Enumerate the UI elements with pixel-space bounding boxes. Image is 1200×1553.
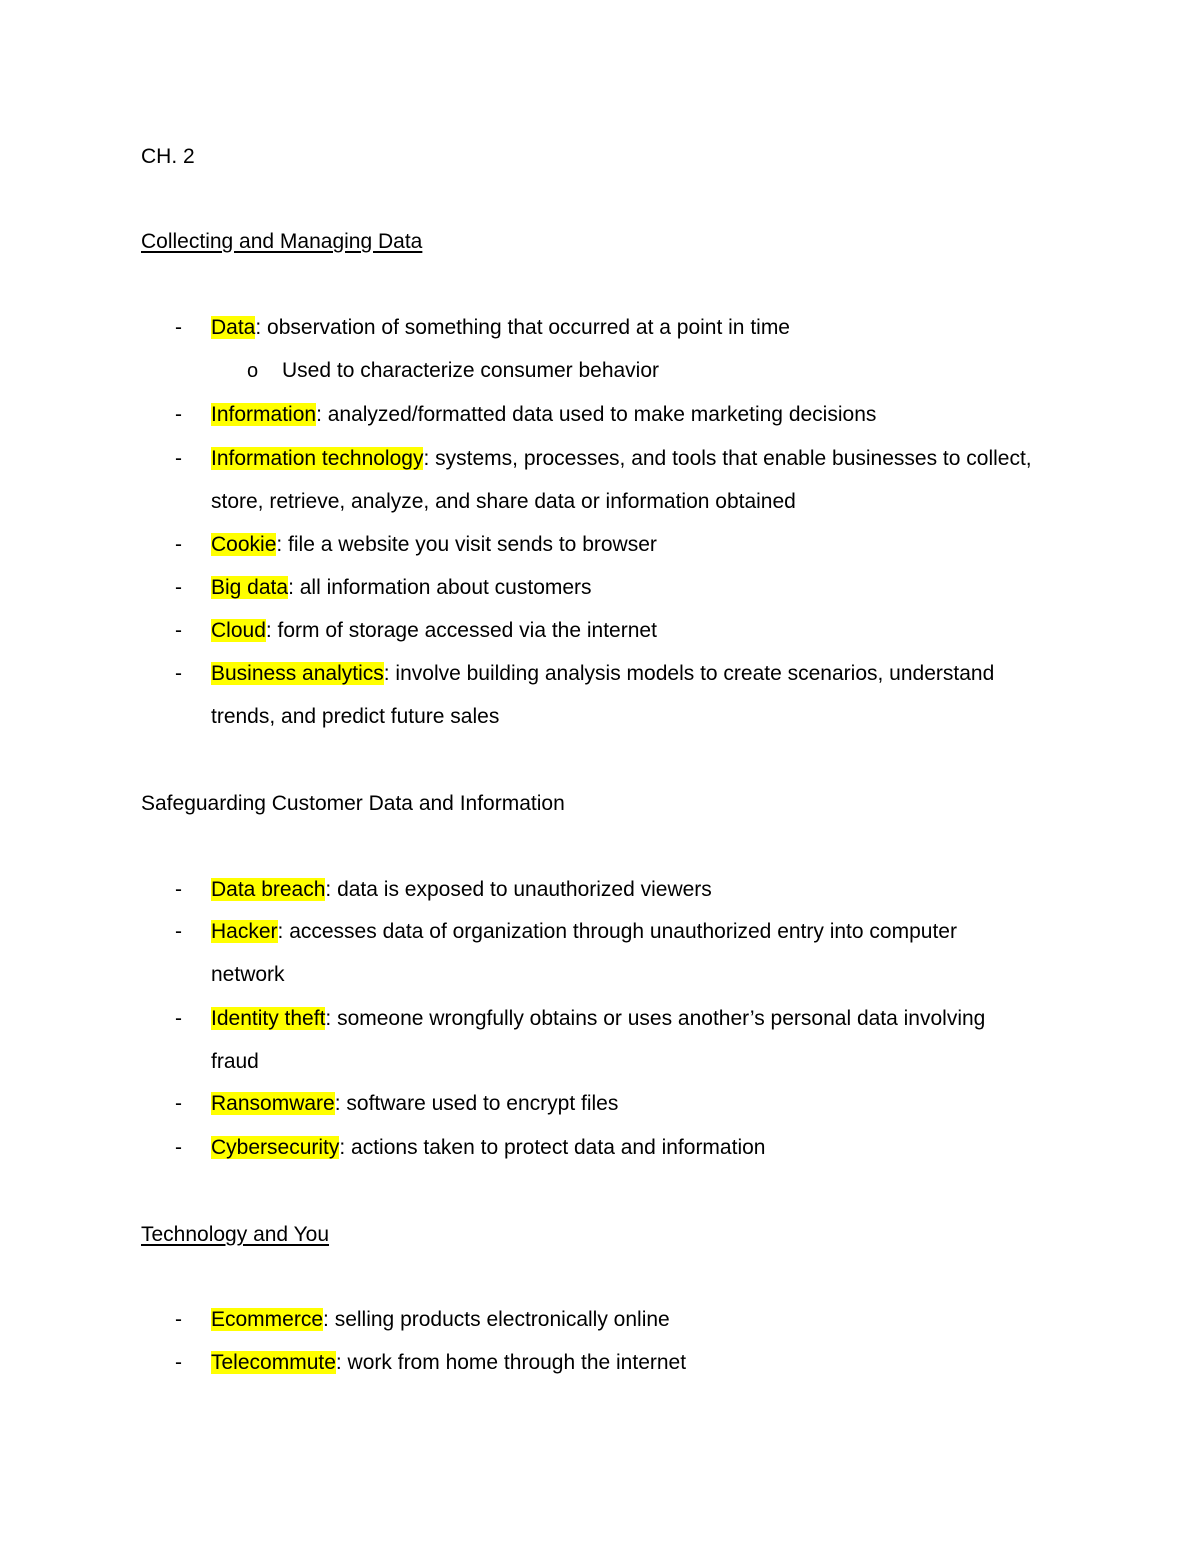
section-heading: Safeguarding Customer Data and Information [141, 792, 565, 815]
bullet-dash: - [175, 403, 182, 426]
bullet-dash: - [175, 533, 182, 556]
highlighted-term: Information technology [211, 447, 424, 470]
bullet-dash: - [175, 619, 182, 642]
definition-text: : selling products electronically online [323, 1308, 670, 1331]
definition-text: : work from home through the internet [335, 1351, 687, 1374]
chapter-title: CH. 2 [141, 145, 195, 168]
bullet-dash: - [175, 1007, 182, 1030]
bullet-dash: - [175, 1092, 182, 1115]
definition-line [211, 445, 1032, 473]
definition-line [211, 401, 876, 429]
bullet-dash: - [175, 878, 182, 901]
definition-line [211, 314, 790, 342]
highlighted-term: Data breach [211, 878, 326, 901]
definition-line [211, 660, 994, 688]
definition-text: : observation of something that occurred at a point in time [255, 316, 790, 339]
definition-text: : all information about customers [288, 576, 592, 599]
definition-line [211, 531, 657, 559]
definition-continuation: store, retrieve, analyze, and share data or information obtained [211, 490, 796, 513]
bullet-dash: - [175, 920, 182, 943]
bullet-dash: - [175, 316, 182, 339]
highlighted-term: Hacker [211, 920, 278, 943]
bullet-dash: - [175, 662, 182, 685]
definition-line [211, 918, 957, 946]
definition-text: : file a website you visit sends to browser [276, 533, 657, 556]
bullet-dash: - [175, 1136, 182, 1159]
definition-line [211, 1005, 985, 1033]
bullet-dash: - [175, 447, 182, 470]
definition-line [211, 1134, 765, 1162]
definition-line [211, 1090, 618, 1118]
highlighted-term: Big data [211, 576, 289, 599]
definition-line [211, 574, 592, 602]
definition-text: : involve building analysis models to create scenarios, understand [383, 662, 995, 685]
definition-text: : accesses data of organization through unauthorized entry into computer [277, 920, 957, 943]
definition-text: : actions taken to protect data and information [339, 1136, 766, 1159]
highlighted-term: Ecommerce [211, 1308, 324, 1331]
highlighted-term: Telecommute [211, 1351, 336, 1374]
definition-text: : data is exposed to unauthorized viewers [325, 878, 712, 901]
highlighted-term: Cloud [211, 619, 266, 642]
definition-continuation: fraud [211, 1050, 259, 1073]
bullet-dash: - [175, 1351, 182, 1374]
section-heading: Technology and You [141, 1223, 330, 1246]
highlighted-term: Cookie [211, 533, 277, 556]
highlighted-term: Identity theft [211, 1007, 326, 1030]
highlighted-term: Ransomware [211, 1092, 335, 1115]
definition-continuation: network [211, 963, 285, 986]
definition-text: : systems, processes, and tools that enable businesses to collect, [423, 447, 1032, 470]
highlighted-term: Information [211, 403, 317, 426]
definition-text: : analyzed/formatted data used to make marketing decisions [316, 403, 877, 426]
sub-item-text: Used to characterize consumer behavior [282, 359, 660, 382]
definition-line [211, 1306, 670, 1334]
definition-text: : someone wrongfully obtains or uses another’s personal data involving [325, 1007, 986, 1030]
highlighted-term: Business analytics [211, 662, 384, 685]
highlighted-term: Cybersecurity [211, 1136, 340, 1159]
bullet-dash: - [175, 1308, 182, 1331]
definition-line [211, 1349, 686, 1377]
definition-line [211, 617, 657, 645]
definition-text: : form of storage accessed via the internet [265, 619, 657, 642]
circle-bullet-icon: o [247, 360, 259, 382]
definition-continuation: trends, and predict future sales [211, 705, 500, 728]
section-heading: Collecting and Managing Data [141, 230, 423, 253]
definition-line [211, 876, 712, 904]
bullet-dash: - [175, 576, 182, 599]
definition-text: : software used to encrypt files [334, 1092, 619, 1115]
highlighted-term: Data [211, 316, 256, 339]
